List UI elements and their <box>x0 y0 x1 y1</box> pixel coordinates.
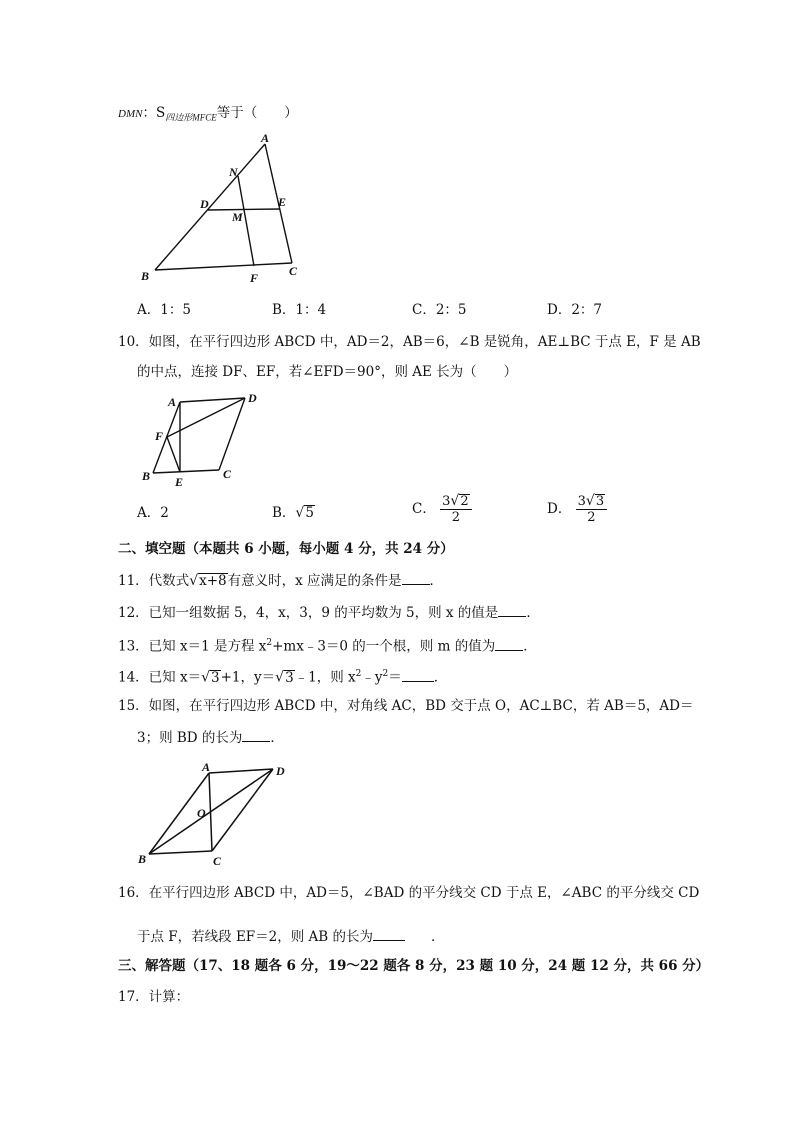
q11-answer-blank[interactable] <box>402 570 430 585</box>
fig10-side-ad <box>180 398 245 402</box>
fig15-side-ad <box>209 769 273 773</box>
q12 <box>118 602 540 623</box>
q16-line2-text: 于点 F，若线段 EF＝2，则 AB 的长为 <box>137 929 374 945</box>
q16-line2 <box>137 926 445 947</box>
q10-option-b <box>272 503 315 523</box>
q10-option-b-radicand: 5 <box>305 505 314 521</box>
fig10-segment-fe <box>167 437 180 472</box>
fig15-label-c: C <box>213 854 222 868</box>
q16-answer-blank[interactable] <box>373 926 405 941</box>
q10-option-c <box>412 494 472 525</box>
sqrt-symbol: √ <box>275 669 285 686</box>
q13 <box>118 633 537 657</box>
q12-end: ． <box>526 605 540 621</box>
q10-option-d-fraction <box>576 494 607 525</box>
q9-option-a: A．1：5 <box>137 302 191 318</box>
q9-tail <box>118 103 298 128</box>
q14-exponent-2: 2 <box>382 669 389 679</box>
fig10-label-a: A <box>168 395 177 409</box>
fig10-label-f: F <box>155 429 164 443</box>
q11-suffix: 有意义时，x 应满足的条件是 <box>227 573 402 589</box>
fig15-label-a: A <box>202 760 211 774</box>
q10-option-d-radicand: 3 <box>595 494 605 509</box>
q11-radicand: x+8 <box>199 573 227 589</box>
q13-prefix: 13．已知 x＝1 是方程 x <box>118 638 267 655</box>
q14-part2: +1，y＝ <box>220 669 276 686</box>
q10-option-d <box>547 494 607 525</box>
fig9-label-b: B <box>141 269 150 283</box>
q10-line1: 10．如图，在平行四边形 ABCD 中，AD＝2，AB＝6，∠B 是锐角，AE⊥BC 于点 E，F 是 AB <box>118 334 701 350</box>
q9-option-b: B．1：4 <box>272 302 327 318</box>
figure-q9 <box>130 132 310 287</box>
q10-option-b-prefix: B． <box>272 505 296 521</box>
q13-suffix: +mx﹣3＝0 的一个根，则 m 的值为 <box>272 638 496 655</box>
section-3-heading: 三、解答题（17、18 题各 6 分，19～22 题各 8 分，23 题 10 分，24 题 12 分，共 66 分） <box>118 958 710 974</box>
fig9-label-a: A <box>261 132 270 145</box>
fig9-label-n: N <box>229 165 238 179</box>
fig9-label-d: D <box>200 197 209 211</box>
q13-end: ． <box>523 638 537 655</box>
q10-option-c-denominator: 2 <box>451 510 461 525</box>
q11-prefix: 11．代数式 <box>118 573 190 589</box>
q12-answer-blank[interactable] <box>498 602 526 617</box>
sqrt-symbol: √ <box>189 573 199 589</box>
q9-option-c: C．2：5 <box>412 302 467 318</box>
fig9-side-bc <box>155 263 292 270</box>
sqrt-symbol: √ <box>201 669 211 686</box>
fig10-side-bc <box>153 470 219 473</box>
q9-option-d: D．2：7 <box>547 302 603 318</box>
q10-option-d-prefix: D． <box>547 501 572 517</box>
q14-exponent-1: 2 <box>355 669 362 679</box>
q10-option-c-fraction <box>440 494 471 525</box>
q10-option-c-radicand: 2 <box>460 494 469 509</box>
q14-part1: 14．已知 x＝ <box>118 669 202 686</box>
fig9-label-f: F <box>250 271 259 285</box>
fig9-label-e: E <box>278 195 287 209</box>
fig9-label-c: C <box>289 264 298 278</box>
q10-option-c-prefix: C． <box>412 501 436 517</box>
q16-end: ． <box>431 929 445 945</box>
figure-q15 <box>135 755 295 870</box>
q10-line2: 的中点，连接 DF、EF，若∠EFD＝90°，则 AE 长为（ ） <box>137 364 518 380</box>
q15-end: ． <box>270 730 284 746</box>
figure-q10 <box>138 390 268 490</box>
fig9-side-ab <box>155 144 265 270</box>
q14-end: ． <box>433 669 448 686</box>
q9-prefix: DMN <box>118 108 143 120</box>
fig15-label-b: B <box>138 852 147 866</box>
fig15-label-d: D <box>276 764 285 778</box>
q14-part5: ＝ <box>388 669 402 686</box>
q10-option-c-coef: 3 <box>442 494 451 509</box>
q15-line1: 15．如图，在平行四边形 ABCD 中，对角线 AC，BD 交于点 O，AC⊥BC，若 AB＝5，AD＝ <box>118 698 694 714</box>
q14 <box>118 664 447 688</box>
fig10-label-d: D <box>248 391 257 405</box>
fig10-label-c: C <box>223 467 232 481</box>
sqrt-symbol: √ <box>585 493 595 509</box>
q10-option-d-coef: 3 <box>577 494 586 509</box>
q14-radicand-2: 3 <box>285 669 294 686</box>
q12-text: 12．已知一组数据 5，4，x，3，9 的平均数为 5，则 x 的值是 <box>118 605 499 621</box>
fig10-label-e: E <box>175 475 184 489</box>
q17: 17．计算： <box>118 989 190 1005</box>
q9-sub: 四边形MFCE <box>165 112 217 123</box>
q15-answer-blank[interactable] <box>242 727 270 742</box>
q9-suffix: 等于（ ） <box>216 105 298 121</box>
section-2-heading: 二、填空题（本题共 6 小题，每小题 4 分，共 24 分） <box>118 541 454 557</box>
fig15-side-bc <box>149 851 212 854</box>
fig10-label-b: B <box>142 469 151 483</box>
q10-option-d-denominator: 2 <box>587 510 596 525</box>
q16-line1: 16．在平行四边形 ABCD 中，AD＝5，∠BAD 的平分线交 CD 于点 E，∠ABC 的平分线交 CD <box>118 885 700 901</box>
fig9-label-m: M <box>232 210 243 224</box>
q14-part3: ﹣1，则 x <box>294 669 356 686</box>
fig15-side-dc <box>212 769 273 851</box>
q9-colon: ：S <box>142 105 166 121</box>
q14-part4: ﹣y <box>361 669 383 686</box>
q14-answer-blank[interactable] <box>402 667 434 682</box>
q10-option-a: A．2 <box>137 505 169 521</box>
sqrt-symbol: √ <box>450 493 460 509</box>
q15-line2-text: 3；则 BD 的长为 <box>137 730 243 746</box>
fig15-label-o: O <box>197 806 206 820</box>
q14-radicand-1: 3 <box>211 669 220 686</box>
q11-end: ． <box>429 573 444 589</box>
q15-line2 <box>137 727 284 748</box>
q13-exponent: 2 <box>266 638 273 648</box>
q11 <box>118 570 443 591</box>
sqrt-symbol: √ <box>295 505 305 521</box>
q13-answer-blank[interactable] <box>495 636 523 651</box>
